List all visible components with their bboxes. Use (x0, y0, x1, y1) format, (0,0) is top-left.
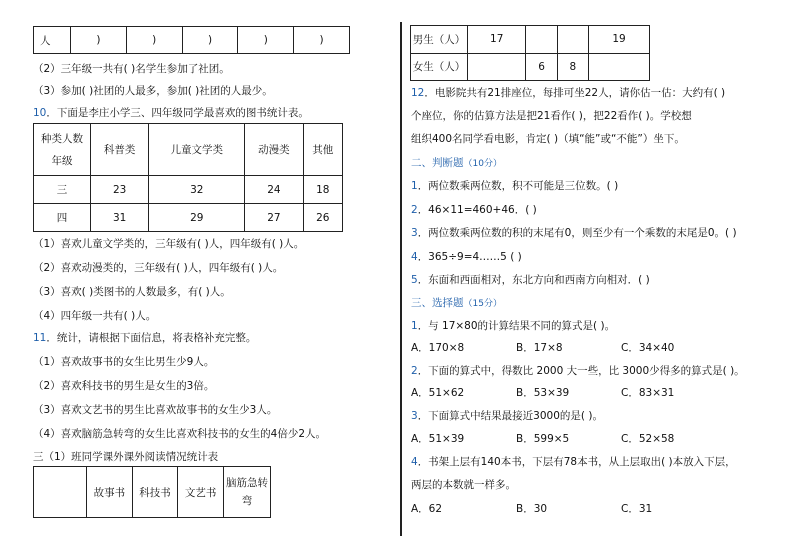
choice-q1 (411, 319, 615, 333)
item-text: ．下面的算式中，得数比 2000 大一些，比 3000少得多的算式是( )。 (417, 365, 745, 377)
q11-table-title: 三（1）班同学课外课外阅读情况统计表 (33, 451, 219, 463)
item-text: ．46×11=460+46．( ) (417, 204, 537, 216)
judge-item-2 (411, 203, 537, 217)
option-c: C．83×31 (621, 387, 675, 399)
top-answer-row (33, 26, 350, 54)
book-preference-table (33, 123, 343, 232)
row-header: 三 (34, 176, 91, 204)
column-header: 故事书 (87, 467, 133, 518)
table-cell: 26 (303, 204, 342, 232)
header-line1: 种类人数 (41, 132, 83, 145)
table-cell: 31 (91, 204, 149, 232)
item-number: 3 (411, 410, 418, 422)
table-cell (526, 26, 557, 54)
table-cell: ) (126, 27, 182, 54)
item-text: ．两位数乘两位数的积的末尾有0，则至少有一个乘数的末尾是0。( ) (417, 227, 737, 239)
section-choice-title (411, 296, 502, 311)
q11-sub3: （3）喜欢文艺书的男生比喜欢故事书的女生少3人。 (33, 404, 278, 416)
option-a: A．62 (411, 503, 443, 515)
item-text: ．下面算式中结果最接近3000的是( )。 (417, 410, 603, 422)
table-cell: 人 (34, 27, 71, 54)
table-cell: 24 (245, 176, 303, 204)
q11-prompt (33, 331, 256, 345)
reading-stats-table (33, 466, 271, 518)
item-text: ．两位数乘两位数，积不可能是三位数。( ) (417, 180, 619, 192)
choice-q4-line2: 两层的本数就一样多。 (411, 479, 516, 491)
row-header: 男生（人） (411, 26, 468, 54)
question-text: ．统计，请根据下面信息，将表格补充完整。 (46, 332, 257, 344)
q10-sub3: （3）喜欢( )类图书的人数最多，有( )人。 (33, 286, 231, 298)
column-header: 文艺书 (178, 467, 224, 518)
q10-sub1: （1）喜欢儿童文学类的，三年级有( )人，四年级有( )人。 (33, 238, 305, 250)
table-row (34, 27, 350, 54)
table-cell: 23 (91, 176, 149, 204)
section-judge-title (411, 156, 502, 171)
table-row (34, 124, 343, 176)
column-header: 科技书 (132, 467, 178, 518)
column-header: 科普类 (91, 124, 149, 176)
table-cell: ) (182, 27, 238, 54)
item-number: 1 (411, 320, 418, 332)
table-row (34, 204, 343, 232)
q11-sub1: （1）喜欢故事书的女生比男生少9人。 (33, 356, 215, 368)
table-cell: 32 (149, 176, 245, 204)
table-row (411, 53, 650, 81)
q12-line3: 组织400名同学看电影，肯定( )（填“能”或“不能”）坐下。 (411, 133, 685, 145)
q12-line2: 个座位，你的估算方法是把21看作( )，把22看作( )。学校想 (411, 110, 692, 122)
q9-sub3: （3）参加( )社团的人最多，参加( )社团的人最少。 (33, 85, 273, 97)
judge-item-5 (411, 273, 650, 287)
table-cell: 6 (526, 53, 557, 81)
choice-q3 (411, 409, 603, 423)
option-a: A．170×8 (411, 342, 465, 354)
question-number: 12 (411, 87, 425, 99)
column-header: 动漫类 (245, 124, 303, 176)
q12-line1 (411, 86, 725, 100)
table-row (411, 26, 650, 54)
choice-q4-line1 (411, 455, 736, 469)
table-cell (557, 26, 588, 54)
table-header-corner (34, 467, 87, 518)
section-title: 二、判断题 (411, 157, 464, 169)
column-header: 其他 (303, 124, 342, 176)
judge-item-1 (411, 179, 618, 193)
option-c: C．52×58 (621, 433, 675, 445)
table-cell: ) (294, 27, 350, 54)
q10-prompt (33, 106, 309, 120)
option-c: C．34×40 (621, 342, 675, 354)
item-number: 2 (411, 204, 418, 216)
table-cell: 18 (303, 176, 342, 204)
choice-q2 (411, 364, 745, 378)
option-b: B．30 (516, 503, 548, 515)
item-text: ．书架上层有140本书，下层有78本书，从上层取出( )本放入下层， (417, 456, 736, 468)
column-divider (400, 22, 402, 536)
column-header: 脑筋急转弯 (224, 467, 271, 518)
q11-sub4: （4）喜欢脑筋急转弯的女生比喜欢科技书的女生的4倍少2人。 (33, 428, 327, 440)
option-a: A．51×39 (411, 433, 465, 445)
table-cell (589, 53, 650, 81)
item-number: 4 (411, 456, 418, 468)
column-header: 儿童文学类 (149, 124, 245, 176)
item-number: 4 (411, 251, 418, 263)
section-points: （10分） (463, 159, 502, 169)
question-text: ．下面是李庄小学三、四年级同学最喜欢的图书统计表。 (46, 107, 309, 119)
table-row (34, 176, 343, 204)
table-row (34, 467, 271, 518)
option-c: C．31 (621, 503, 653, 515)
section-points: （15分） (463, 299, 502, 309)
question-text: ．电影院共有21排座位，每排可坐22人，请你估一估：大约有( ) (424, 87, 726, 99)
table-cell: 8 (557, 53, 588, 81)
header-line2: 年级 (51, 154, 73, 167)
q10-sub2: （2）喜欢动漫类的，三年级有( )人，四年级有( )人。 (33, 262, 284, 274)
option-b: B．599×5 (516, 433, 570, 445)
option-a: A．51×62 (411, 387, 465, 399)
q11-sub2: （2）喜欢科技书的男生是女生的3倍。 (33, 380, 215, 392)
q9-sub2: （2）三年级一共有( )名学生参加了社团。 (33, 63, 230, 75)
judge-item-4 (411, 250, 522, 264)
item-text: ．东面和西面相对，东北方向和西南方向相对．( ) (417, 274, 650, 286)
table-cell (468, 53, 526, 81)
row-header: 四 (34, 204, 91, 232)
table-cell: 27 (245, 204, 303, 232)
item-text: ．365÷9=4……5 ( ) (417, 251, 522, 263)
row-header: 女生（人） (411, 53, 468, 81)
option-b: B．17×8 (516, 342, 563, 354)
table-cell: 29 (149, 204, 245, 232)
section-title: 三、选择题 (411, 297, 464, 309)
item-number: 5 (411, 274, 418, 286)
table-cell: 19 (589, 26, 650, 54)
table-cell: ) (71, 27, 127, 54)
table-cell: 17 (468, 26, 526, 54)
q10-sub4: （4）四年级一共有( )人。 (33, 310, 157, 322)
question-number: 10 (33, 107, 47, 119)
item-text: ．与 17×80的计算结果不同的算式是( )。 (417, 320, 616, 332)
item-number: 3 (411, 227, 418, 239)
gender-reading-table (410, 25, 650, 81)
option-b: B．53×39 (516, 387, 570, 399)
judge-item-3 (411, 226, 737, 240)
question-number: 11 (33, 332, 47, 344)
table-cell: ) (238, 27, 294, 54)
table-header-corner (34, 124, 91, 176)
item-number: 1 (411, 180, 418, 192)
item-number: 2 (411, 365, 418, 377)
